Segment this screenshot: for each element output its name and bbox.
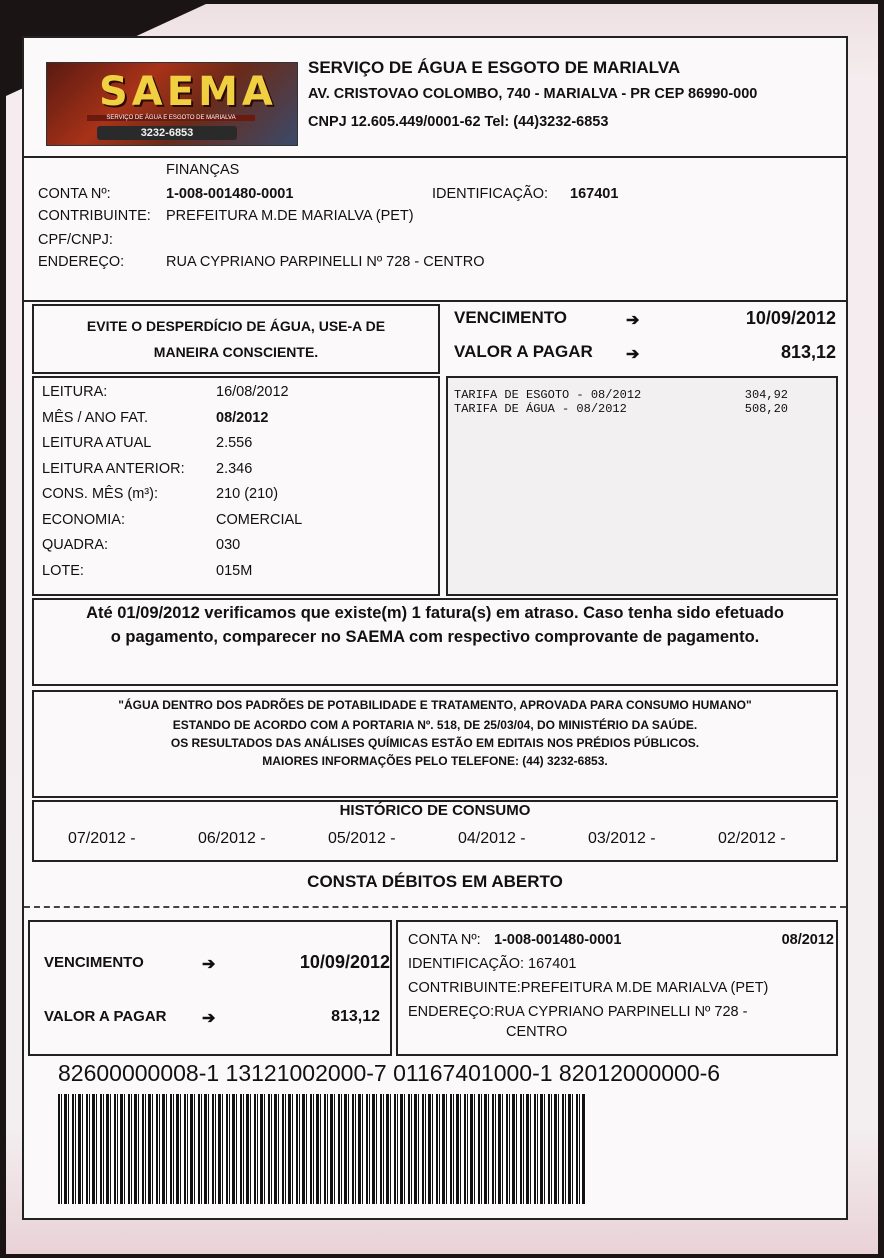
- water-quality-notice: [32, 690, 838, 798]
- ident-label: IDENTIFICAÇÃO:: [432, 186, 549, 202]
- stub-valor-value: 813,12: [331, 1008, 380, 1025]
- arrow-icon: ➔: [626, 312, 640, 329]
- history-month: 06/2012 -: [198, 830, 266, 847]
- stub-ident: IDENTIFICAÇÃO: 167401: [408, 956, 577, 972]
- account-info: [24, 158, 846, 302]
- stub-conta-label: CONTA Nº:: [408, 932, 481, 948]
- reading-label: LEITURA ANTERIOR:: [42, 460, 185, 477]
- saema-logo: [46, 62, 298, 146]
- reading-label: LEITURA:: [42, 384, 108, 400]
- reading-value: 08/2012: [216, 409, 269, 426]
- quality-line-4: MAIORES INFORMAÇÕES PELO TELEFONE: (44) 3232-6853.: [262, 754, 608, 768]
- vencimento-label: VENCIMENTO: [454, 308, 568, 327]
- history-month: 03/2012 -: [588, 830, 656, 847]
- charge-value: 508,20: [744, 402, 788, 416]
- charge-desc: TARIFA DE ESGOTO - 08/2012: [454, 388, 642, 402]
- charges-box: [446, 376, 838, 596]
- logo-subtitle: SERVIÇO DE ÁGUA E ESGOTO DE MARIALVA: [87, 115, 255, 121]
- reading-box: [32, 376, 440, 596]
- reading-value: 16/08/2012: [216, 384, 289, 400]
- reading-label: QUADRA:: [42, 537, 109, 553]
- ident-value: 167401: [570, 186, 619, 202]
- quality-line-1: "ÁGUA DENTRO DOS PADRÕES DE POTABILIDADE E TRATAMENTO, APROVADA PARA CONSUMO HUMANO": [118, 698, 752, 712]
- charge-desc: TARIFA DE ÁGUA - 08/2012: [454, 402, 627, 416]
- stub-endereco-2: CENTRO: [506, 1024, 568, 1040]
- reading-label: LOTE:: [42, 562, 84, 579]
- vencimento-value: 10/09/2012: [745, 308, 836, 328]
- org-name: SERVIÇO DE ÁGUA E ESGOTO DE MARIALVA: [308, 58, 681, 77]
- history-title: HISTÓRICO DE CONSUMO: [339, 802, 531, 819]
- notice-line-1: EVITE O DESPERDÍCIO DE ÁGUA, USE-A DE: [86, 318, 386, 334]
- stub-valor-label: VALOR A PAGAR: [44, 1008, 167, 1025]
- stub-account-box: [396, 920, 838, 1056]
- valor-label: VALOR A PAGAR: [454, 342, 593, 361]
- open-debts-notice: CONSTA DÉBITOS EM ABERTO: [307, 872, 563, 891]
- history-month: 07/2012 -: [68, 830, 136, 847]
- endereco-value: RUA CYPRIANO PARPINELLI Nº 728 - CENTRO: [166, 254, 485, 270]
- overdue-line-2: o pagamento, comparecer no SAEMA com respectivo comprovante de pagamento.: [110, 628, 760, 646]
- logo-word: SAEMA: [99, 69, 277, 115]
- reading-value: 015M: [216, 562, 253, 579]
- stub-endereco-1: ENDEREÇO:RUA CYPRIANO PARPINELLI Nº 728 -: [408, 1004, 748, 1020]
- reading-label: CONS. MÊS (m³):: [42, 486, 158, 502]
- contribuinte-label: CONTRIBUINTE:: [38, 208, 151, 224]
- history-month: 04/2012 -: [458, 830, 526, 847]
- reading-label: ECONOMIA:: [42, 511, 125, 528]
- cut-line: [24, 906, 846, 908]
- org-address: AV. CRISTOVAO COLOMBO, 740 - MARIALVA - PR CEP 86990-000: [308, 86, 758, 102]
- reading-label: LEITURA ATUAL: [42, 435, 152, 451]
- quality-line-3: OS RESULTADOS DAS ANÁLISES QUÍMICAS ESTÃO EM EDITAIS NOS PRÉDIOS PÚBLICOS.: [170, 736, 700, 750]
- contribuinte-value: PREFEITURA M.DE MARIALVA (PET): [166, 208, 414, 224]
- arrow-icon: ➔: [202, 1010, 216, 1027]
- consumption-history: [32, 800, 838, 862]
- stub-conta-value: 1-008-001480-0001: [494, 932, 622, 948]
- header: [24, 38, 846, 158]
- arrow-icon: ➔: [626, 346, 640, 363]
- bill-frame: [22, 36, 848, 1220]
- overdue-line-1: Até 01/09/2012 verificamos que existe(m) 1 fatura(s) em atraso. Caso tenha sido efetuado: [86, 604, 784, 622]
- arrow-icon: ➔: [202, 956, 216, 973]
- org-cnpj-tel: CNPJ 12.605.449/0001-62 Tel: (44)3232-6853: [308, 114, 609, 130]
- reading-value: COMERCIAL: [216, 511, 303, 528]
- logo-phone: 3232-6853: [97, 126, 237, 140]
- bill-sheet: [6, 4, 878, 1254]
- stub-vencimento-label: VENCIMENTO: [44, 954, 144, 971]
- reading-value: 030: [216, 537, 241, 553]
- reading-value: 2.346: [216, 460, 253, 477]
- stub-due-box: [28, 920, 392, 1056]
- reading-value: 2.556: [216, 435, 253, 451]
- department: FINANÇAS: [166, 162, 240, 178]
- cpf-label: CPF/CNPJ:: [38, 232, 113, 248]
- charge-value: 304,92: [744, 388, 788, 402]
- valor-value: 813,12: [780, 342, 836, 362]
- stub-vencimento-value: 10/09/2012: [299, 952, 390, 972]
- notice-line-2: MANEIRA CONSCIENTE.: [153, 344, 319, 360]
- overdue-notice: [32, 598, 838, 686]
- reading-label: MÊS / ANO FAT.: [42, 409, 149, 426]
- payment-barcode: [58, 1094, 586, 1204]
- history-month: 02/2012 -: [718, 830, 786, 847]
- conservation-notice: [32, 304, 440, 374]
- stub-contribuinte: CONTRIBUINTE:PREFEITURA M.DE MARIALVA (PET): [408, 980, 769, 996]
- stub-reference: 08/2012: [781, 932, 834, 948]
- history-month: 05/2012 -: [328, 830, 396, 847]
- reading-value: 210 (210): [216, 486, 279, 502]
- barcode-digits: 82600000008-1 13121002000-7 01167401000-1 82012000000-6: [58, 1060, 721, 1086]
- conta-label: CONTA Nº:: [38, 186, 111, 202]
- quality-line-2: ESTANDO DE ACORDO COM A PORTARIA Nº. 518, DE 25/03/04, DO MINISTÉRIO DA SAÚDE.: [172, 718, 698, 732]
- endereco-label: ENDEREÇO:: [38, 254, 125, 270]
- conta-value: 1-008-001480-0001: [166, 186, 294, 202]
